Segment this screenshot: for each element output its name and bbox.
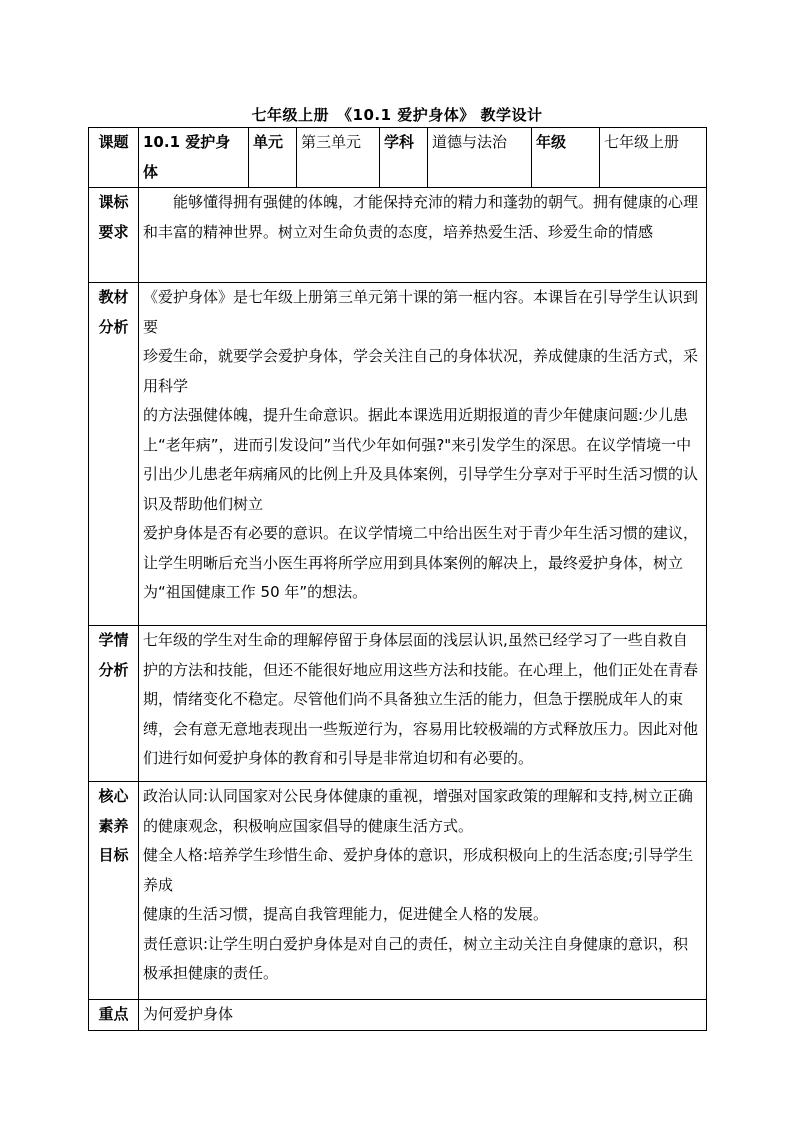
paragraph: 健全人格:培养学生珍惜生命、爱护身体的意识，形成积极向上的生活态度;引导学生养成 xyxy=(143,846,694,894)
subject-label: 学科 xyxy=(380,128,428,188)
section-content-material xyxy=(139,283,707,626)
unit-label: 单元 xyxy=(249,128,297,188)
section-label-students: 学情 分析 xyxy=(89,626,139,782)
header-row xyxy=(89,128,707,188)
topic-value: 10.1 爱护身体 xyxy=(139,128,249,188)
section-row-material xyxy=(89,283,707,626)
section-content-competency xyxy=(139,782,707,1000)
section-row-keypoint xyxy=(89,1000,707,1031)
section-content-students xyxy=(139,626,707,782)
paragraph: 珍爱生命，就要学会爱护身体，学会关注自己的身体状况，养成健康的生活方式，采用科学 xyxy=(143,347,699,395)
section-content-keypoint xyxy=(139,1000,707,1031)
grade-value: 七年级上册 xyxy=(600,128,707,188)
section-row-students xyxy=(89,626,707,782)
section-label-competency: 核心 素养 目标 xyxy=(89,782,139,1000)
paragraph: 为何爱护身体 xyxy=(143,1005,234,1023)
paragraph: 七年级的学生对生命的理解停留于身体层面的浅层认识,虽然已经学习了一些自救自护的方法和技能，但还不能很好地应用这些方法和技能。在心理上，他们正处在青春期，情绪变化不稳定。尽管他们尚不具备独立生活的能力，但急于摆脱成年人的束缚，会有意无意地表现出一些叛逆行为，容易用比较极端的方式释放压力。因此对他们进行如何爱护身体的教育和引导是非常迫切和有必要的。 xyxy=(143,631,699,767)
paragraph: 《爱护身体》是七年级上册第三单元第十课的第一框内容。本课旨在引导学生认识到要 xyxy=(143,288,699,336)
topic-label: 课题 xyxy=(89,128,139,188)
paragraph: 爱护身体是否有必要的意识。在议学情境二中给出医生对于青少年生活习惯的建议，让学生明晰后充当小医生再将所学应用到具体案例的解决上，最终爱护身体，树立为“祖国健康工作 50 年”的想法。 xyxy=(143,524,699,601)
paragraph: 责任意识:让学生明白爱护身体是对自己的责任，树立主动关注自身健康的意识，积极承担健康的责任。 xyxy=(143,934,689,982)
lesson-plan-table xyxy=(88,127,707,1031)
paragraph: 政治认同:认同国家对公民身体健康的重视，增强对国家政策的理解和支持,树立正确的健康观念，积极响应国家倡导的健康生活方式。 xyxy=(143,787,693,835)
paragraph: 健康的生活习惯，提高自我管理能力，促进健全人格的发展。 xyxy=(143,905,549,923)
section-row-competency xyxy=(89,782,707,1000)
grade-label: 年级 xyxy=(532,128,600,188)
section-content-standards xyxy=(139,188,707,283)
section-row-standards xyxy=(89,188,707,283)
paragraph: 能够懂得拥有强健的体魄，才能保持充沛的精力和蓬勃的朝气。拥有健康的心理和丰富的精神世界。树立对生命负责的态度，培养热爱生活、珍爱生命的情感 xyxy=(143,193,699,241)
page-title: 七年级上册 《10.1 爱护身体》 教学设计 xyxy=(251,106,543,124)
section-label-standards: 课标 要求 xyxy=(89,188,139,283)
section-label-material: 教材 分析 xyxy=(89,283,139,626)
paragraph: 的方法强健体魄，提升生命意识。据此本课选用近期报道的青少年健康问题:少儿患上“老年病”，进而引发设问”当代少年如何强?"来引发学生的深思。在议学情境一中引出少儿患老年病痛风的比例上升及具体案例，引导学生分享对于平时生活习惯的认识及帮助他们树立 xyxy=(143,406,699,513)
section-label-keypoint: 重点 xyxy=(89,1000,139,1031)
unit-value: 第三单元 xyxy=(297,128,380,188)
subject-value: 道德与法治 xyxy=(428,128,532,188)
